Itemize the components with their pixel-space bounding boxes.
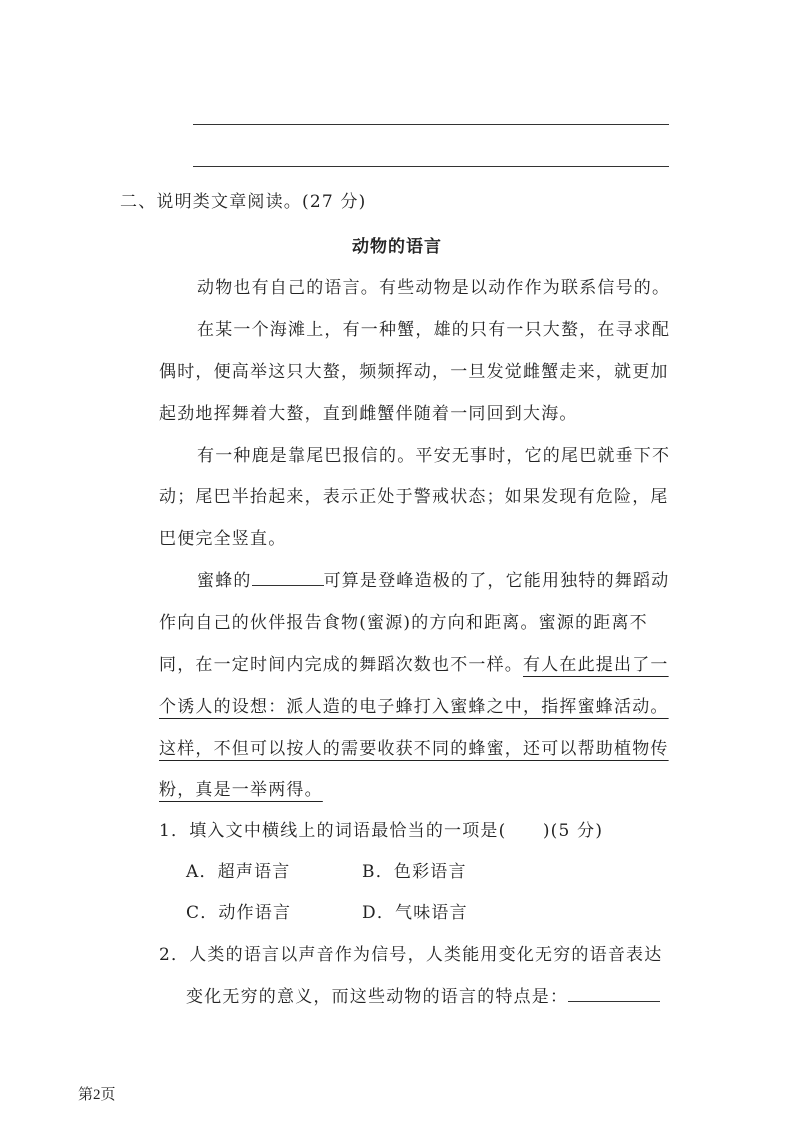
answer-line-1 <box>193 124 669 125</box>
text-segment: 变化无穷的意义，而这些动物的语言的特点是： <box>186 987 569 1007</box>
page-number: 第2页 <box>78 1087 116 1103</box>
section-title: 二、说明类文章阅读。(27 分) <box>120 192 367 212</box>
underlined-sentence: 这样，不但可以按人的需要收获不同的蜂蜜，还可以帮助植物传 <box>159 739 669 759</box>
question-1-stem: 1．填入文中横线上的词语最恰当的一项是( )(5 分) <box>159 821 604 841</box>
underlined-sentence: 粉，真是一举两得。 <box>159 780 323 800</box>
answer-line-2 <box>193 166 669 167</box>
paragraph-line: 动；尾巴半抬起来，表示正处于警戒状态；如果发现有危险，尾 <box>159 487 669 507</box>
text-segment: 蜜蜂的 <box>197 571 252 591</box>
question-2-line1: 2．人类的语言以声音作为信号，人类能用变化无穷的语音表达 <box>159 945 663 965</box>
text-segment: 可算是登峰造极的了，它能用独特的舞蹈动 <box>323 571 670 591</box>
paragraph-line <box>159 650 669 675</box>
underlined-sentence: 个诱人的设想：派人造的电子蜂打入蜜蜂之中，指挥蜜蜂活动。 <box>159 697 669 717</box>
paragraph-line: 巴便完全竖直。 <box>159 529 287 549</box>
option-c[interactable]: C．动作语言 <box>186 903 292 923</box>
fill-in-blank[interactable] <box>252 571 324 586</box>
underlined-sentence: 有人在此提出了一 <box>523 655 669 675</box>
paragraph-line <box>197 566 669 591</box>
paragraph-line: 有一种鹿是靠尾巴报信的。平安无事时，它的尾巴就垂下不 <box>197 446 671 466</box>
article-title: 动物的语言 <box>352 237 442 257</box>
answer-blank[interactable] <box>568 987 660 1002</box>
paragraph-line: 在某一个海滩上，有一种蟹，雄的只有一只大螯，在寻求配 <box>197 320 671 340</box>
option-b[interactable]: B．色彩语言 <box>362 862 467 882</box>
question-2-line2 <box>186 982 660 1007</box>
paragraph-line: 作向自己的伙伴报告食物(蜜源)的方向和距离。蜜源的距离不 <box>159 613 648 633</box>
paragraph-line: 偶时，便高举这只大螯，频频挥动，一旦发觉雌蟹走来，就更加 <box>159 362 669 382</box>
paragraph-line: 动物也有自己的语言。有些动物是以动作作为联系信号的。 <box>197 278 671 298</box>
paragraph-line: 起劲地挥舞着大螯，直到雌蟹伴随着一同回到大海。 <box>159 404 578 424</box>
option-a[interactable]: A．超声语言 <box>186 862 291 882</box>
option-d[interactable]: D．气味语言 <box>362 903 468 923</box>
text-segment: 同，在一定时间内完成的舞蹈次数也不一样。 <box>159 655 523 675</box>
